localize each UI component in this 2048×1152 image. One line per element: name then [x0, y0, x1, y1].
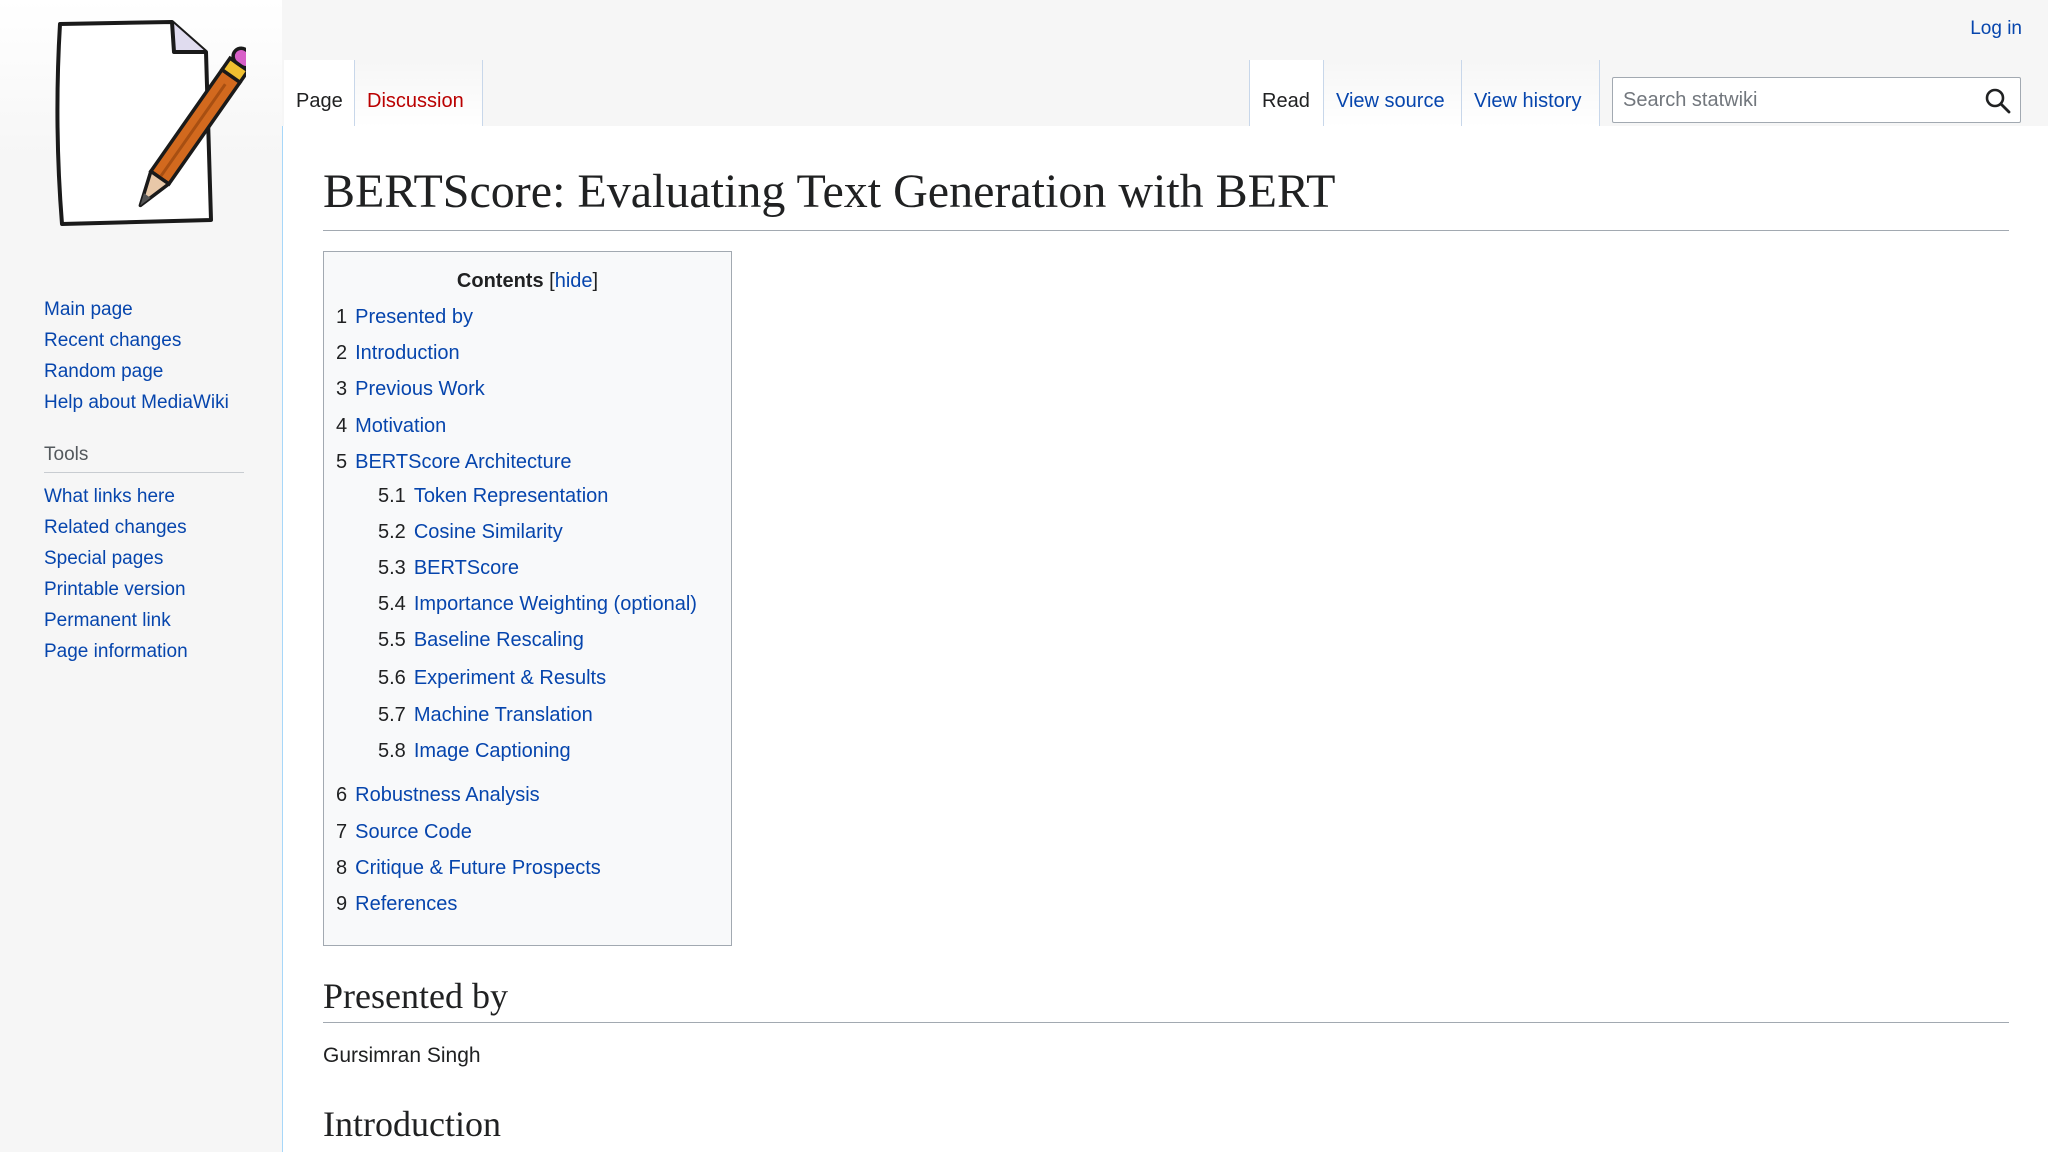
tab-view-history[interactable]: View history [1462, 60, 1600, 127]
toc-subitem[interactable]: 5.1 Token Representation [378, 485, 609, 507]
search-icon [1984, 87, 2012, 115]
toc-subitem[interactable]: 5.4 Importance Weighting (optional) [378, 593, 697, 615]
page-title: BERTScore: Evaluating Text Generation with BERT [323, 162, 2009, 231]
sidebar-item-permanent-link[interactable]: Permanent link [44, 610, 171, 631]
search-input[interactable] [1613, 78, 1973, 122]
sidebar-item-help[interactable]: Help about MediaWiki [44, 392, 229, 413]
section-heading-introduction: Introduction [323, 1104, 501, 1144]
toc-title: Contents [456, 270, 544, 292]
sidebar-navigation [44, 294, 229, 418]
tab-view-source[interactable]: View source [1324, 60, 1462, 127]
toc-subitem[interactable]: 5.3 BERTScore [378, 557, 520, 579]
sidebar-item-recent-changes[interactable]: Recent changes [44, 330, 182, 351]
toc-subitem[interactable]: 5.8 Image Captioning [378, 740, 571, 762]
toc-item[interactable]: 2 Introduction [336, 342, 460, 364]
table-of-contents [323, 251, 732, 946]
sidebar-item-printable-version[interactable]: Printable version [44, 579, 186, 600]
main-content [282, 126, 2048, 1152]
toc-item[interactable]: 1 Presented by [336, 306, 473, 328]
toc-item[interactable]: 8 Critique & Future Prospects [336, 857, 601, 879]
sidebar-item-random-page[interactable]: Random page [44, 361, 164, 382]
toc-item[interactable]: 4 Motivation [336, 415, 447, 437]
search-button[interactable] [1984, 87, 2012, 115]
site-logo[interactable] [46, 14, 246, 234]
sidebar-item-main-page[interactable]: Main page [44, 299, 133, 320]
toc-item[interactable]: 9 References [336, 893, 458, 915]
toc-item[interactable]: 3 Previous Work [336, 378, 485, 400]
toc-hide-toggle[interactable]: hide [554, 270, 593, 292]
toc-subitem[interactable]: 5.6 Experiment & Results [378, 667, 607, 689]
sidebar-item-special-pages[interactable]: Special pages [44, 548, 164, 569]
tab-page[interactable]: Page [284, 60, 355, 127]
sidebar-item-what-links-here[interactable]: What links here [44, 486, 175, 507]
tools-heading: Tools [44, 444, 244, 473]
presenter-name: Gursimran Singh [323, 1044, 481, 1067]
toc-item[interactable]: 6 Robustness Analysis [336, 784, 540, 806]
login-link[interactable]: Log in [1970, 18, 2022, 39]
search-box [1612, 77, 2021, 123]
sidebar [0, 0, 282, 1152]
pencil-paper-logo-icon [46, 14, 246, 234]
section-heading-presented-by: Presented by [323, 974, 2009, 1023]
tab-discussion[interactable]: Discussion [355, 60, 483, 127]
sidebar-tools [44, 481, 188, 667]
sidebar-item-related-changes[interactable]: Related changes [44, 517, 187, 538]
toc-item[interactable]: 7 Source Code [336, 821, 472, 843]
toc-subitem[interactable]: 5.2 Cosine Similarity [378, 521, 563, 543]
toc-header: Contents [hide] [456, 270, 599, 292]
toc-subitem[interactable]: 5.5 Baseline Rescaling [378, 629, 584, 651]
toc-item[interactable]: 5 BERTScore Architecture [336, 451, 572, 473]
sidebar-item-page-information[interactable]: Page information [44, 641, 188, 662]
tab-read[interactable]: Read [1249, 60, 1324, 127]
toc-subitem[interactable]: 5.7 Machine Translation [378, 704, 593, 726]
